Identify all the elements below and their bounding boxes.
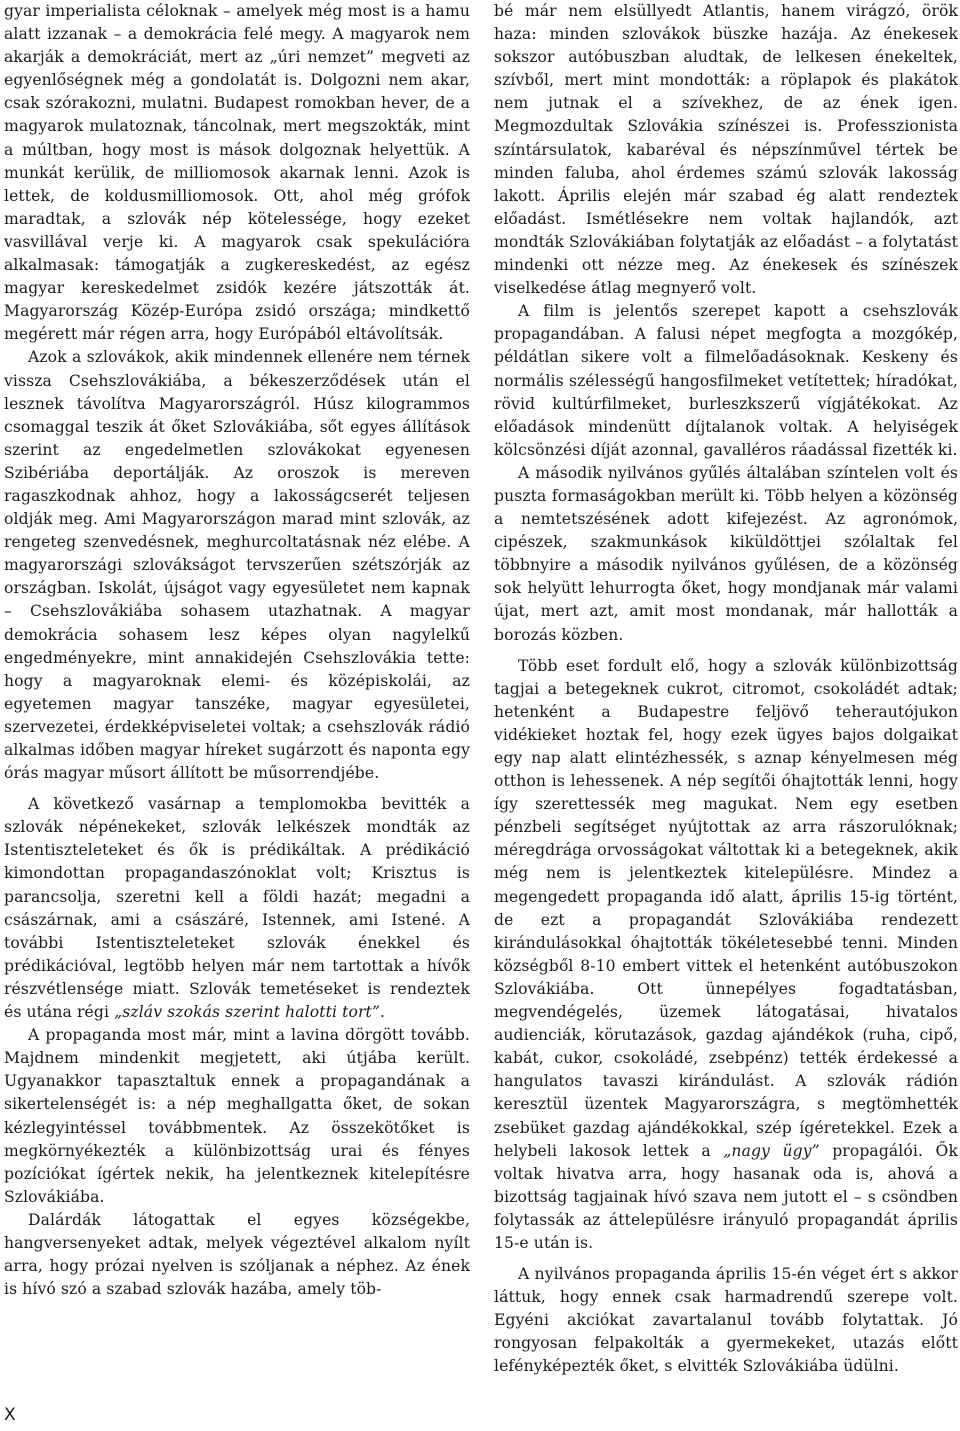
paragraph-text-end: . [379,1003,386,1022]
left-column [4,0,470,1415]
italic-quote: „szláv szokás szerint halotti tort” [114,1003,380,1022]
paragraph: A film is jelentős szerepet kapott a csehszlovák propagandában. A falusi népet megfogta a mozgókép, példátlan sikere volt a filmelőadásoknak. Keskeny és normális szélességű hangosfilmeket vetítettek; híradókat, rövid kultúrfilmeket, burleszkszerű vígjátékokat. Az előadások mindenütt díjtalanok voltak. A helyiségek kölcsönzési díját azonnal, gavalléros ráadással fizették ki. [494,302,958,459]
paragraph: A nyilvános propaganda április 15-én véget ért s akkor láttuk, hogy ennek csak harmadrendű szerepe volt. Egyéni akciókat zavartalanul tovább folytattak. Jó rongyosan felpakolták a gyermekeket, utazás előtt lefényképezték őket, s elvitték Szlovákiába üdülni. [494,1265,958,1376]
paragraph: gyar imperialista céloknak – amelyek még most is a hamu alatt izzanak – a demokrácia felé megy. A magyarok nem akarják a demokráciát, mert az „úri nemzet” megveti az egyenlőségnek még a gondolatát is. Dolgozni nem akar, csak szórakozni, mulatni. Budapest romokban hever, de a magyarok mulatoznak, táncolnak, mert megszokták, mint a múltban, hogy most is mások dolgoznak helyettük. A munkát kerülik, de milliomosok akarnak lenni. Azok is lettek, de koldusmilliomosok. Ott, ahol még grófok maradtak, a szlovák nép kötelessége, hogy ezeket vasvillával verje ki. A magyarok csak spekulációra alkalmasak: támogatják a zugkereskedést, az egész magyar kereskedelmet zsidók kezére játszották át. Magyarország Közép-Európa zsidó országa; mindkettő megérett már régen arra, hogy Európából eltávolítsák. [4,2,470,344]
paragraph-text-end: propagálói. Ők voltak hivatva arra, hogy hasanak oda is, ahová a bizottság tagjainak hívó szava nem jutott el – s csöndben folytassák az áttelepülésre irányuló propagandát április 15-e után is. [494,1141,958,1252]
paragraph-text: A következő vasárnap a templomokba bevitték a szlovák népénekeket, szlovák lelkészek mondták az Istentiszteleteket és ők is prédikáltak. A prédikáció kimondottan propagandaszónoklat volt; Krisztus is parancsolja, szeretni kell a földi hazát; megadni a császárnak, ami a császáré, Istennek, ami Istené. A további Istentiszteleteket szlovák énekkel és prédikációval, legtöbb helyen már nem tartottak a hívők részvétlensége miatt. Szlovák temetéseket is rendeztek és utána régi [4,795,470,1022]
paragraph: Dalárdák látogattak el egyes községekbe, hangversenyeket adtak, melyek végeztével alkalom nyílt arra, hogy prózai nyelven is szóljanak a néphez. Az ének is hívó szó a szabad szlovák hazába, amely töb- [4,1210,470,1299]
paragraph: A propaganda most már, mint a lavina dörgött tovább. Majdnem mindenkit megjetett, aki útjába került. Ugyanakkor tapasztaltuk ennek a propagandának a sikertelenségét is: a nép meghallgatta őket, de sokan kézlegyintéssel továbbmentek. Az összekötőket is megkörnyékezték a különbizottság urai és fényes pozíciókat ígértek nekik, ha jelentkeznek kitelepítésre Szlovákiába. [4,1026,470,1206]
paragraph [4,793,470,1024]
paragraph: bé már nem elsüllyedt Atlantis, hanem virágzó, örök haza: minden szlovákok büszke hazája. Az énekesek sokszor autóbuszban aludtak, de lelkesen énekeltek, szívből, mert mint mondották: a röplapok és plakátok nem jutnak el a szívekhez, de az ének igen. Megmozdultak Szlovákia színészei is. Professzionista színtársulatok, kabaréval és népszínművel tértek be minden faluba, ahol érdemes számú szlovák lakosság lakott. Április elején már szabad ég alatt rendeztek előadást. Ismétlésekre nem voltak hajlandók, azt mondták Szlovákiában folytatják az előadást – a folytatást mindenki ott nézze meg. Az énekesek és színészek viselkedése átlag megnyerő volt. [494,2,958,298]
paragraph [494,655,958,1255]
italic-quote: „nagy ügy” [723,1141,820,1160]
right-column [494,0,958,1415]
paragraph: A második nyilvános gyűlés általában színtelen volt és puszta formaságokban merült ki. Több helyen a közönség a nemtetszésének adott kifejezést. Az agronómok, cipészek, szakmunkások kiküldöttjei szólaltak fel többnyire a második nyilvános gyűlésen, de a közönség sok helyütt lehurrogta őket, hogy mondjanak már valami újat, mert azt, amit most mondanak, már hallották a borozás közben. [494,463,958,644]
paragraph: Azok a szlovákok, akik mindennek ellenére nem térnek vissza Csehszlovákiába, a békeszerződések után el lesznek távolítva Magyarországról. Húsz kilogrammos csomaggal teszik át őket Szlovákiába, sőt egyes állítások szerint az engedelmetlen szlovákokat egyenesen Szibériába deportálják. Az oroszok is mereven ragaszkodnak ahhoz, hogy a lakosságcserét teljesen oldják meg. Ami Magyarországon marad mint szlovák, az rengeteg szenvedésnek, meghurcoltatásnak néz elébe. A magyarországi szlovákságot tervszerűen szétszórják az országban. Iskolát, újságot vagy egyesületet nem kapnak – Csehszlovákiába sohasem utazhatnak. A magyar demokrácia sohasem lesz képes olyan nagylelkű engedményekre, mint annakidején Csehszlovákia tette: hogy a magyaroknak elemi- és középiskolái, az egyetemen magyar tanszéke, magyar egyesületei, szervezetei, érdekképviseletei voltak; a csehszlovák rádió alkalmas időben magyar híreket sugárzott és naponta egy órás magyar műsort állított be műsorrendjébe. [4,348,470,783]
page-number: X [4,1405,16,1425]
paragraph-text: Több eset fordult elő, hogy a szlovák különbizottság tagjai a betegeknek cukrot, citromot, csokoládét adtak; hetenként a Budapestre feljövő teherautójukon vidékieket hoztak fel, hogy ezek ügyes bajos dolgaikat egy nap alatt elintézhessék, s aznap kényelmesen még otthon is lehessenek. A nép segítői óhajtották lenni, hogy így szerettessék meg magukat. Nem egy esetben pénzbeli segítséget nyújtottak az arra rászorulóknak; méregdrága orvosságokat váltottak ki a betegeknek, akik még nem is jelentkeztek kitelepülésre. Mindez a megengedett propaganda idő alatt, április 15-ig történt, de ezt a propagandát Szlovákiába rendezett kirándulásokkal óhajtották tökéletesebbé tenni. Minden községből 8-10 embert vittek el hetenként autóbuszokon Szlovákiába. Ott ünnepélyes fogadtatásban, megvendégelés, üzemek látogatásai, hivatalos audienciák, körutazások, gazdag ajándékok (ruha, cipő, kabát, cukor, csokoládé, zsebpénz) tették érdekessé a hangulatos tavaszi kirándulást. A szlovák rádión keresztül üzentek Magyarországra, s megtömhették zsebüket gazdag ajándékokkal, szép ígéretekkel. Ezek a helybeli lakosok lettek a [494,656,958,1160]
